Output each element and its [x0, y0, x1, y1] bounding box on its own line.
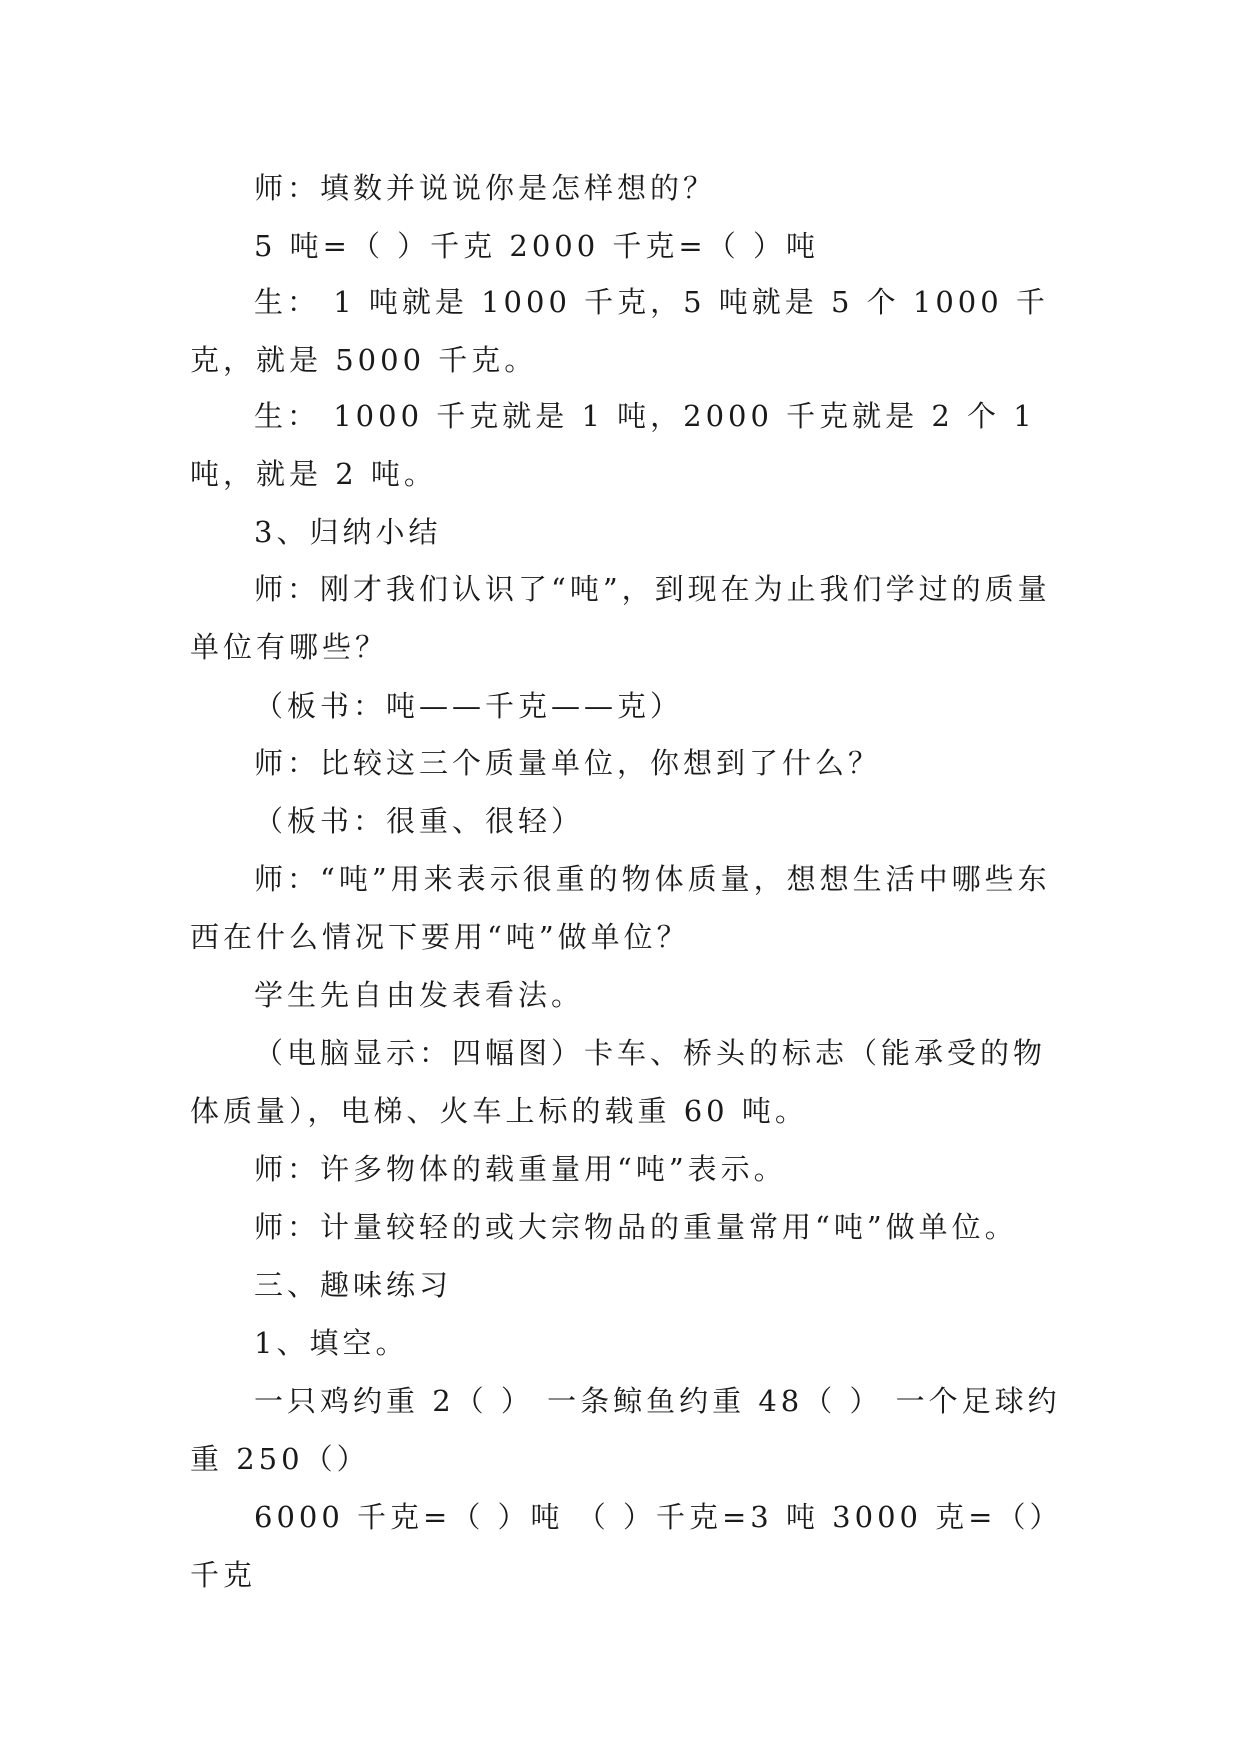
paragraph-section-summary: 3、归纳小结	[254, 515, 442, 549]
paragraph-student-answer-1: 生： 1 吨就是 1000 千克，5 吨就是 5 个 1000 千克，就是 5000 千克。	[190, 285, 1049, 377]
paragraph-teacher-ton-usage: 师：“吨”用来表示很重的物体质量，想想生活中哪些东西在什么情况下要用“吨”做单位？	[190, 862, 1051, 954]
paragraph-teacher-units-question: 师：刚才我们认识了“吨”，到现在为止我们学过的质量单位有哪些？	[190, 572, 1051, 664]
paragraph-students-discuss: 学生先自由发表看法。	[254, 978, 585, 1012]
paragraph-teacher-load: 师：许多物体的载重量用“吨”表示。	[254, 1152, 787, 1186]
paragraph-fill-blank-conversions: 6000 千克=（ ）吨 （ ）千克=3 吨 3000 克=（）千克	[190, 1500, 1063, 1592]
paragraph-section-practice: 三、趣味练习	[254, 1268, 453, 1302]
paragraph-teacher-compare: 师：比较这三个质量单位，你想到了什么？	[254, 746, 882, 780]
paragraph-fill-blank-weights: 一只鸡约重 2（ ） 一条鲸鱼约重 48（ ） 一个足球约重 250（）	[190, 1384, 1061, 1476]
paragraph-fill-in-equation: 5 吨=（ ）千克 2000 千克=（ ）吨	[254, 229, 819, 263]
paragraph-board-units: （板书：吨——千克——克）	[254, 689, 684, 723]
paragraph-computer-display: （电脑显示：四幅图）卡车、桥头的标志（能承受的物体质量），电梯、火车上标的载重 60 吨。	[190, 1036, 1047, 1128]
paragraph-student-answer-2: 生： 1000 千克就是 1 吨，2000 千克就是 2 个 1 吨，就是 2 吨。	[190, 399, 1036, 491]
paragraph-board-heavy-light: （板书：很重、很轻）	[254, 804, 585, 838]
paragraph-fill-blank-title: 1、填空。	[254, 1326, 409, 1360]
paragraph-teacher-bulk: 师：计量较轻的或大宗物品的重量常用“吨”做单位。	[254, 1210, 1018, 1244]
paragraph-teacher-question: 师：填数并说说你是怎样想的？	[254, 171, 717, 205]
